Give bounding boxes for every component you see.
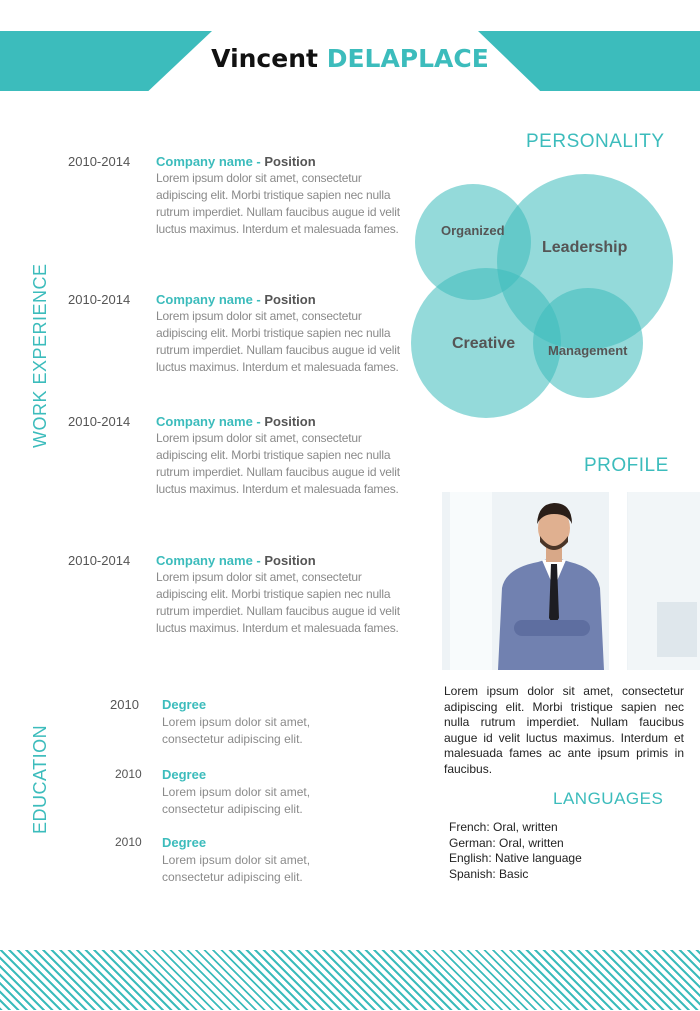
trait-leadership: Leadership	[542, 239, 628, 256]
education-description: Lorem ipsum dolor sit amet, consectetur adipiscing elit.	[162, 785, 311, 816]
education-year: 2010	[115, 767, 142, 781]
trait-management: Management	[548, 343, 628, 358]
profile-title: PROFILE	[584, 455, 669, 476]
job-description: Lorem ipsum dolor sit amet, consectetur adipiscing elit. Morbi tristique sapien nec nulla rutrum imperdiet. Nullam faucibus augue id velit luctus maximus. Interdum et malesuada fames.	[156, 431, 400, 496]
job-position: Position	[264, 414, 316, 429]
job-description: Lorem ipsum dolor sit amet, consectetur adipiscing elit. Morbi tristique sapien nec nulla rutrum imperdiet. Nullam faucibus augue id velit luctus maximus. Interdum et malesuada fames.	[156, 309, 400, 374]
language-item: French: Oral, written	[449, 820, 558, 834]
personality-title: PERSONALITY	[526, 131, 665, 152]
education-title: EDUCATION	[30, 724, 50, 834]
job-years: 2010-2014	[68, 154, 131, 169]
job-years: 2010-2014	[68, 553, 131, 568]
first-name: Vincent	[211, 44, 318, 73]
person-illustration	[442, 492, 700, 670]
job-description: Lorem ipsum dolor sit amet, consectetur adipiscing elit. Morbi tristique sapien nec nulla rutrum imperdiet. Nullam faucibus augue id velit luctus maximus. Interdum et malesuada fames.	[156, 171, 400, 236]
candidate-name	[0, 44, 700, 73]
footer-stripe-band	[0, 950, 700, 1010]
job-years: 2010-2014	[68, 292, 131, 307]
job-years: 2010-2014	[68, 414, 131, 429]
job-company: Company name -	[156, 154, 265, 169]
trait-creative: Creative	[452, 335, 516, 352]
education-year: 2010	[115, 835, 142, 849]
languages-list	[449, 820, 582, 882]
work-experience-title: WORK EXPERIENCE	[30, 263, 50, 448]
language-item: English: Native language	[449, 851, 582, 865]
education-degree: Degree	[162, 767, 207, 782]
job-company: Company name -	[156, 414, 265, 429]
personality-venn-diagram	[405, 170, 695, 430]
language-item: German: Oral, written	[449, 835, 564, 850]
job-description: Lorem ipsum dolor sit amet, consectetur adipiscing elit. Morbi tristique sapien nec nulla rutrum imperdiet. Nullam faucibus augue id velit luctus maximus. Interdum et malesuada fames.	[156, 570, 400, 635]
job-position: Position	[264, 154, 316, 169]
job-position: Position	[264, 553, 316, 568]
language-item: Spanish: Basic	[449, 866, 529, 881]
languages-title: LANGUAGES	[553, 789, 664, 808]
profile-photo	[442, 492, 700, 670]
profile-text: Lorem ipsum dolor sit amet, consectetur adipiscing elit. Morbi tristique sapien nec nulla rutrum imperdiet. Nullam faucibus augue id velit luctus maximus. Interdum et malesuada fames ac ante ipsum primis in faucibus.	[444, 684, 684, 776]
job-position: Position	[264, 292, 316, 307]
last-name: DELAPLACE	[326, 44, 489, 73]
organized-circle	[415, 184, 531, 300]
education-description: Lorem ipsum dolor sit amet, consectetur adipiscing elit.	[162, 853, 311, 884]
job-company: Company name -	[156, 553, 265, 568]
education-year: 2010	[110, 697, 139, 712]
job-company: Company name -	[156, 292, 265, 307]
education-degree: Degree	[162, 697, 207, 712]
trait-organized: Organized	[441, 223, 505, 238]
education-degree: Degree	[162, 835, 207, 850]
education-description: Lorem ipsum dolor sit amet, consectetur adipiscing elit.	[162, 715, 311, 746]
